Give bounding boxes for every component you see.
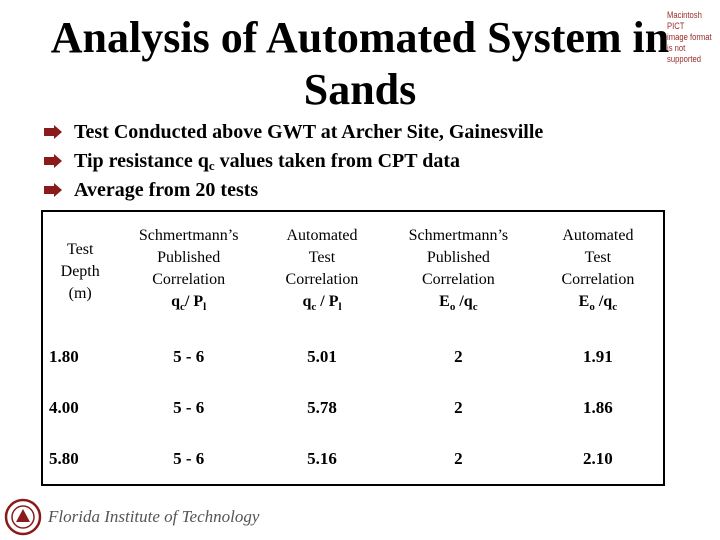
cell-automated-eo-qc: 2.10 <box>583 448 613 468</box>
cell-automated-eo-qc: 1.86 <box>583 397 613 417</box>
cell-schmertmann-eo-qc: 2 <box>454 397 463 417</box>
cell-depth: 5.80 <box>49 448 79 468</box>
cell-automated-qc-pl: 5.16 <box>307 448 337 468</box>
pict-placeholder-note: Macintosh PICT image format is not supported <box>667 10 712 64</box>
bullet-item: Average from 20 tests <box>44 176 543 205</box>
table-row <box>43 383 663 434</box>
table-row <box>43 433 663 484</box>
fit-logo <box>4 498 264 538</box>
logo-text: Florida Institute of Technology <box>48 507 260 526</box>
header-schmertmann-qc-pl: Schmertmann’s Published Correlation $q_c/$ $P_l$ <box>138 227 239 314</box>
cell-automated-qc-pl: 5.78 <box>307 397 337 417</box>
fit-seal-icon <box>4 498 42 536</box>
cell-automated-eo-qc: 1.91 <box>583 347 613 367</box>
arrow-bullet-icon <box>44 154 62 168</box>
header-automated-eo-qc: Automated Test Correlation $E_o$ $/q_c$ <box>561 227 635 314</box>
bullet-item: Test Conducted above GWT at Archer Site, Gainesville <box>44 118 543 147</box>
header-test-depth: Test Depth (m) <box>60 241 100 302</box>
slide-title: Analysis of Automated System in Sands <box>50 13 670 114</box>
table-header-row <box>43 212 663 332</box>
arrow-bullet-icon <box>44 125 62 139</box>
cell-schmertmann-qc-pl: 5 - 6 <box>173 448 205 468</box>
bullet-list <box>44 118 543 205</box>
header-automated-qc-pl: Automated Test Correlation $q_c / P_l$ <box>285 227 359 314</box>
header-schmertmann-eo-qc: Schmertmann’s Published Correlation $E_o$ $/q_c$ <box>408 227 509 314</box>
cell-schmertmann-eo-qc: 2 <box>454 347 463 367</box>
cell-schmertmann-eo-qc: 2 <box>454 448 463 468</box>
cell-schmertmann-qc-pl: 5 - 6 <box>173 347 205 367</box>
results-table-frame <box>41 210 665 486</box>
cell-depth: 1.80 <box>49 347 79 367</box>
table-row <box>43 332 663 383</box>
results-table <box>43 212 663 484</box>
cell-depth: 4.00 <box>49 397 79 417</box>
arrow-bullet-icon <box>44 183 62 197</box>
bullet-item: Tip resistance $q_c$ values taken from CPT data <box>44 147 543 176</box>
cell-automated-qc-pl: 5.01 <box>307 347 337 367</box>
cell-schmertmann-qc-pl: 5 - 6 <box>173 397 205 417</box>
